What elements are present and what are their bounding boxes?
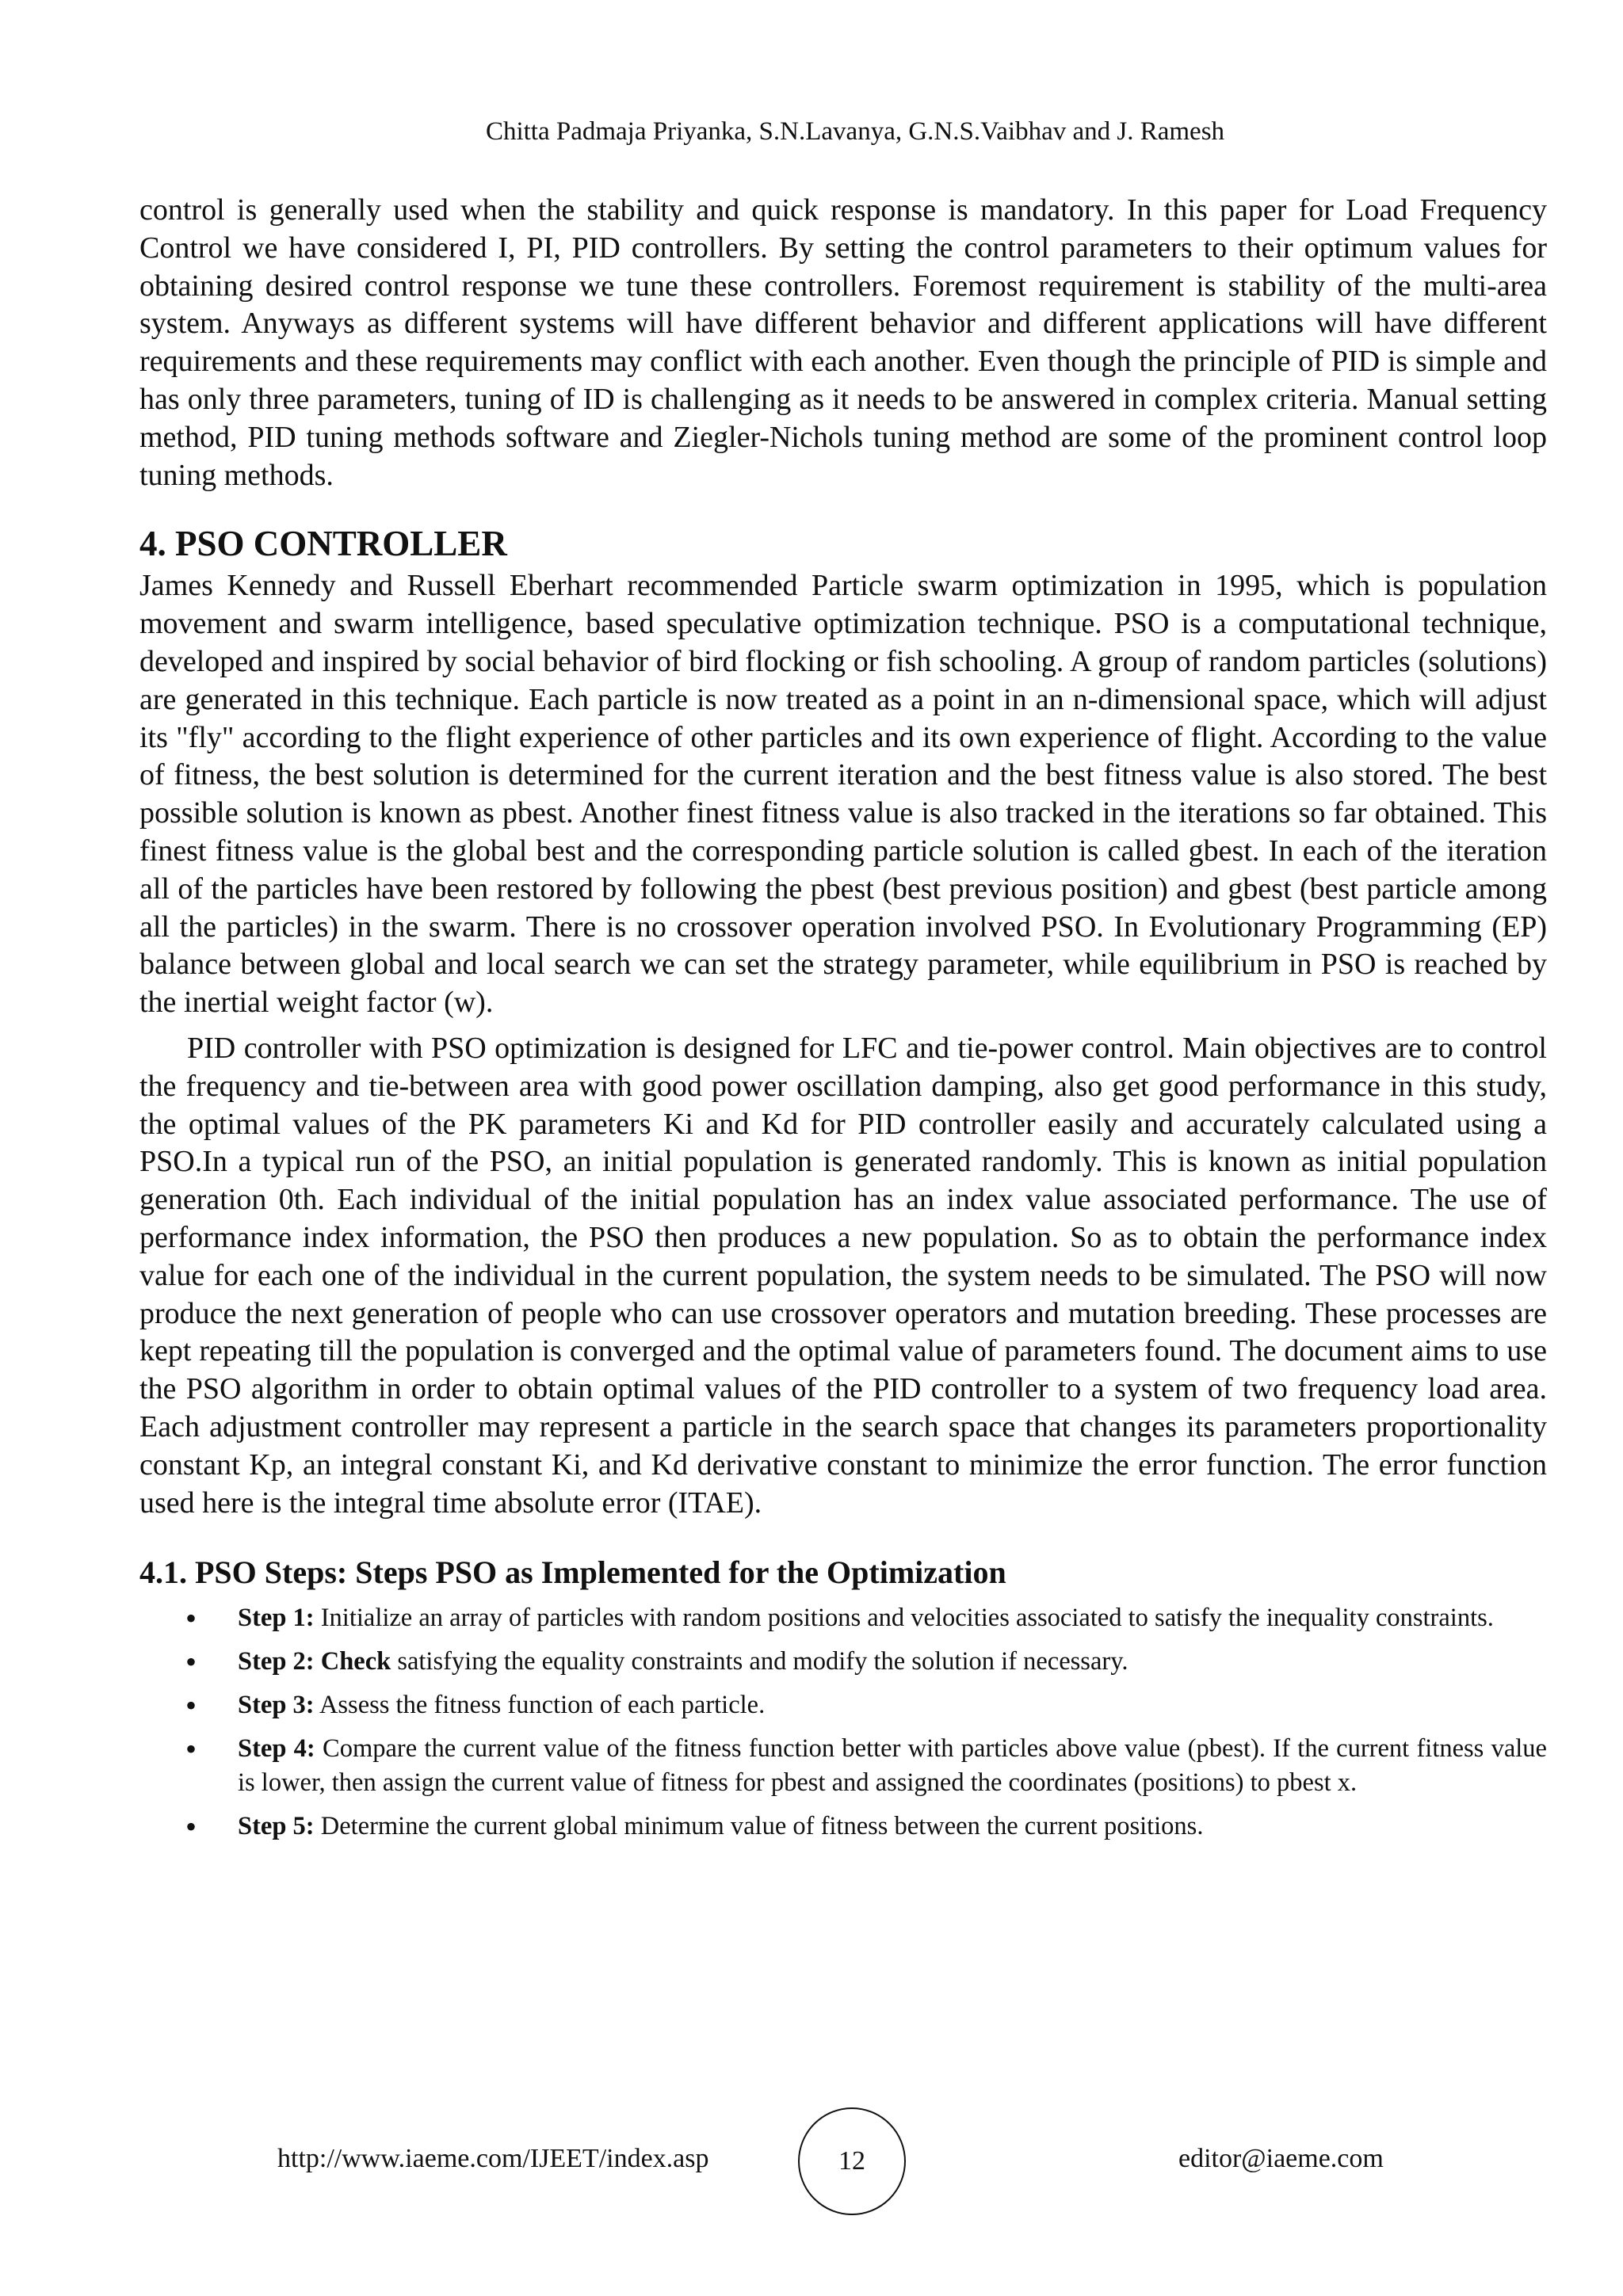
page-footer: [0, 2107, 1623, 2218]
bullet-icon: •: [185, 1688, 197, 1724]
step-text: Compare the current value of the fitness function better with particles above value (pbest). If the current fitness value is lower, then assign the current value of fitness for pbest and assigned the coordinates (positions) to pbest x.: [238, 1734, 1547, 1798]
bullet-icon: •: [185, 1644, 197, 1680]
step-text: Initialize an array of particles with random positions and velocities associated to satisfy the inequality constraints.: [314, 1604, 1494, 1633]
intro-paragraph: control is generally used when the stability and quick response is mandatory. In this paper for Load Frequency Control we have considered I, PI, PID controllers. By setting the control parameters to their optimum values for obtaining desired control response we tune these controllers. Foremost requirement is stability of the multi-area system. Anyways as different systems will have different behavior and different applications will have different requirements and these requirements may conflict with each another. Even though the principle of PID is simple and has only three parameters, tuning of ID is challenging as it needs to be answered in complex criteria. Manual setting method, PID tuning methods software and Ziegler-Nichols tuning method are some of the prominent control loop tuning methods.: [139, 193, 1547, 492]
bullet-icon: •: [185, 1809, 197, 1845]
step-text: Assess the fitness function of each particle.: [314, 1691, 766, 1720]
step-label: Step 1:: [238, 1604, 315, 1633]
step-text: Determine the current global minimum value of fitness between the current positions.: [314, 1812, 1204, 1841]
list-item: [139, 1688, 1547, 1722]
step-label: Step 5:: [238, 1812, 315, 1841]
bullet-icon: •: [185, 1600, 197, 1637]
section4-paragraph-2: PID controller with PSO optimization is designed for LFC and tie-power control. Main objectives are to control the frequency and tie-between area with good power oscillation damping, also get good performance in this study, the optimal values of the PK parameters Ki and Kd for PID controller easily and accurately calculated using a PSO.In a typical run of the PSO, an initial population is generated randomly. This is known as initial population generation 0th. Each individual of the initial population has an index value associated performance. The use of performance index information, the PSO then produces a new population. So as to obtain the performance index value for each one of the individual in the current population, the system needs to be simulated. The PSO will now produce the next generation of people who can use crossover operators and mutation breeding. These processes are kept repeating till the population is converged and the optimal value of parameters found. The document aims to use the PSO algorithm in order to obtain optimal values of the PID controller to a system of two frequency load area. Each adjustment controller may represent a particle in the search space that changes its parameters proportionality constant Kp, an integral constant Ki, and Kd derivative constant to minimize the error function. The error function used here is the integral time absolute error (ITAE).: [139, 1031, 1547, 1520]
page-number-circle: [798, 2107, 906, 2215]
step-label: Step 4:: [238, 1734, 315, 1764]
page-number: 12: [838, 2146, 865, 2176]
list-item: [139, 1645, 1547, 1679]
step-label: Step 2: Check: [238, 1647, 391, 1676]
step-text: satisfying the equality constraints and modify the solution if necessary.: [391, 1647, 1128, 1676]
step-label: Step 3:: [238, 1691, 315, 1720]
section4-paragraph-1: James Kennedy and Russell Eberhart recommended Particle swarm optimization in 1995, which is population movement and swarm intelligence, based speculative optimization technique. PSO is a computational technique, developed and inspired by social behavior of bird flocking or fish schooling. A group of random particles (solutions) are generated in this technique. Each particle is now treated as a point in an n-dimensional space, which will adjust its "fly" according to the flight experience of other particles and its own experience of flight. According to the value of fitness, the best solution is determined for the current iteration and the best fitness value is also stored. The best possible solution is known as pbest. Another finest fitness value is also tracked in the iterations so far obtained. This finest fitness value is the global best and the corresponding particle solution is called gbest. In each of the iteration all of the particles have been restored by following the pbest (best previous position) and gbest (best particle among all the particles) in the swarm. There is no crossover operation involved PSO. In Evolutionary Programming (EP) balance between global and local search we can set the strategy parameter, while equilibrium in PSO is reached by the inertial weight factor (w).: [139, 569, 1547, 1020]
list-item: [139, 1732, 1547, 1800]
section-heading-pso-controller: 4. PSO CONTROLLER: [139, 524, 507, 564]
bullet-icon: •: [185, 1731, 197, 1768]
list-item: [139, 1810, 1547, 1844]
pso-steps-list: [139, 1601, 1547, 1844]
footer-url-link[interactable]: http://www.iaeme.com/IJEET/index.asp: [277, 2144, 709, 2173]
subsection-heading-pso-steps: 4.1. PSO Steps: Steps PSO as Implemented for the Optimization: [139, 1554, 1006, 1591]
running-header-authors: Chitta Padmaja Priyanka, S.N.Lavanya, G.N.S.Vaibhav and J. Ramesh: [485, 117, 1225, 146]
list-item: [139, 1601, 1547, 1635]
main-content: [139, 192, 1547, 1853]
footer-email-link[interactable]: editor@iaeme.com: [1178, 2144, 1384, 2173]
